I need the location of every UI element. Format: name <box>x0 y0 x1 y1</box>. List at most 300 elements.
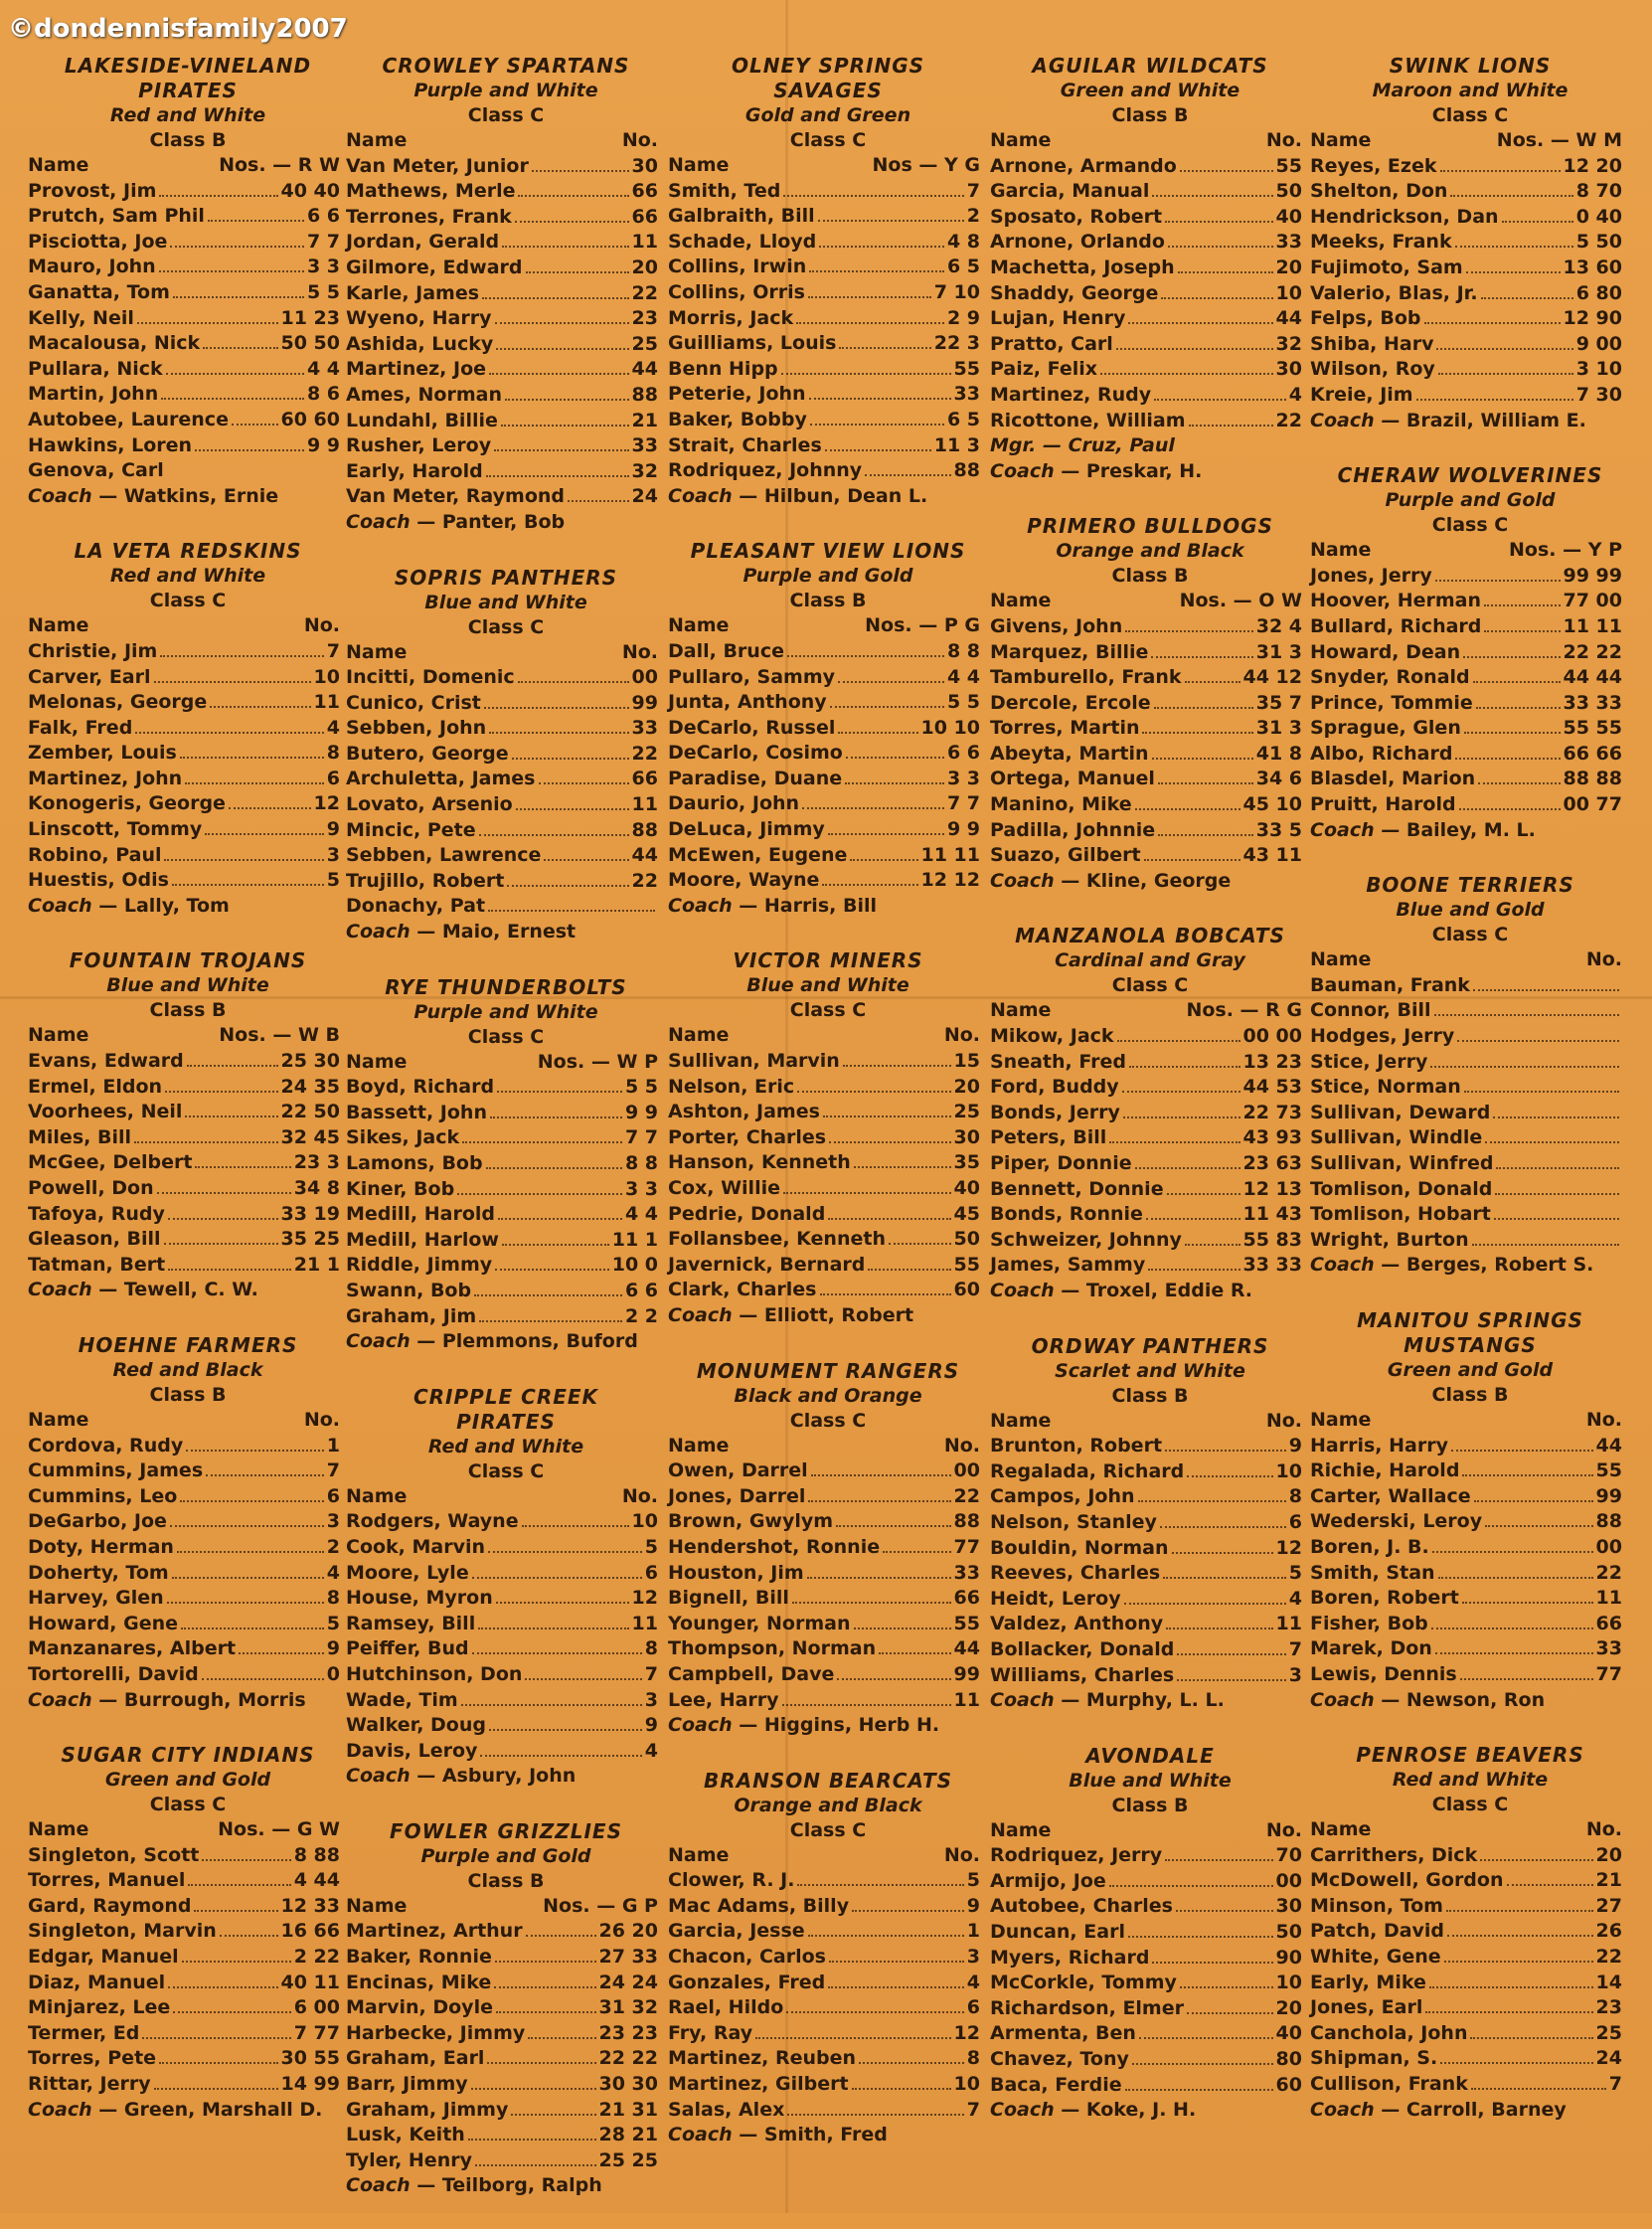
roster-header <box>990 1409 1310 1435</box>
player-row <box>28 1253 348 1279</box>
player-number: 44 <box>631 844 658 867</box>
player-number: 4 <box>1288 1587 1302 1610</box>
leader-dots <box>796 322 944 324</box>
player-row <box>28 433 348 459</box>
player-number: 33 5 <box>1255 818 1302 841</box>
player-name: Shiba, Harv <box>1310 332 1434 355</box>
player-number: 34 8 <box>293 1177 340 1199</box>
leader-dots <box>185 1115 277 1117</box>
player-number: 5 50 <box>1575 231 1622 254</box>
team-colors: Purple and Gold <box>743 565 913 588</box>
player-number: 22 <box>953 1484 980 1507</box>
leader-dots <box>879 1652 950 1654</box>
player-row <box>990 1510 1310 1536</box>
player-name: Provost, Jim <box>28 179 157 202</box>
header-name: Name <box>1310 1818 1372 1841</box>
leader-dots <box>208 220 304 222</box>
roster-header <box>1310 128 1630 154</box>
player-row <box>990 1869 1310 1895</box>
player-name: Thompson, Norman <box>668 1637 877 1660</box>
leader-dots <box>167 1602 324 1604</box>
player-row <box>28 1561 348 1587</box>
player-name: Doherty, Tom <box>28 1561 169 1584</box>
player-number: 88 88 <box>1563 768 1622 790</box>
player-row <box>1310 1202 1630 1228</box>
player-name: Ortega, Manuel <box>990 768 1155 790</box>
player-row <box>346 792 666 818</box>
leader-dots <box>186 1450 324 1452</box>
coach-line <box>28 484 348 510</box>
player-name: Abeyta, Martin <box>990 742 1149 765</box>
leader-dots <box>220 1935 278 1937</box>
player-number: 55 <box>953 1253 980 1276</box>
leader-dots <box>1165 1450 1286 1452</box>
player-name: Suazo, Gilbert <box>990 844 1141 867</box>
leader-dots <box>1187 1475 1272 1477</box>
leader-dots <box>839 347 930 349</box>
player-name: Collins, Orris <box>668 280 805 303</box>
player-name: DeGarbo, Joe <box>28 1510 167 1533</box>
player-name: Peterie, John <box>668 383 806 406</box>
header-name: Name <box>668 1434 730 1457</box>
player-row <box>668 382 988 408</box>
leader-dots <box>868 1269 950 1271</box>
coach-label: Coach <box>1310 818 1375 841</box>
player-row <box>346 154 666 180</box>
team-name: CHERAW WOLVERINES <box>1337 463 1603 488</box>
leader-dots <box>484 707 629 709</box>
player-number: 32 4 <box>1255 614 1302 637</box>
leader-dots <box>1109 1885 1273 1887</box>
player-number: 44 12 <box>1242 666 1302 689</box>
player-name: Karle, James <box>346 281 480 304</box>
player-row <box>1310 767 1630 792</box>
leader-dots <box>1158 782 1253 784</box>
player-row <box>668 433 988 459</box>
header-numbers: No. <box>303 1408 340 1431</box>
player-name: Machetta, Joseph <box>990 256 1175 278</box>
player-row <box>1310 179 1630 205</box>
coach-name: — Brazil, William E. <box>1381 409 1586 431</box>
team-name: SWINK LIONS <box>1389 54 1552 78</box>
coach-name: — Harris, Bill <box>739 894 877 917</box>
leader-dots <box>810 424 944 426</box>
leader-dots <box>1495 1193 1619 1195</box>
player-row <box>346 1304 666 1330</box>
player-number: 30 30 <box>598 2073 658 2096</box>
player-name: Garcia, Manual <box>990 180 1150 203</box>
player-row <box>668 1278 988 1303</box>
player-row <box>990 179 1310 205</box>
player-number: 6 6 <box>624 1279 658 1301</box>
team-block <box>990 1334 1310 1714</box>
header-numbers: Nos. — R G <box>1186 999 1302 1022</box>
header-numbers: No. <box>1585 948 1622 971</box>
player-row <box>990 281 1310 307</box>
team-class: Class B <box>149 129 227 151</box>
player-row <box>668 716 988 742</box>
player-number: 5 <box>326 869 340 892</box>
player-row <box>668 1484 988 1510</box>
player-number: 11 1 <box>611 1228 658 1251</box>
player-number: 66 <box>631 205 658 228</box>
player-name: Bassett, John <box>346 1101 487 1123</box>
team-block <box>28 948 348 1303</box>
coach-line <box>1310 409 1630 434</box>
player-number: 55 <box>1595 1459 1622 1482</box>
header-numbers: No. <box>1585 1818 1622 1841</box>
coach-name: — Higgins, Herb H. <box>739 1714 940 1737</box>
roster-header <box>28 1817 348 1843</box>
player-name: Kreie, Jim <box>1310 383 1413 406</box>
roster-header <box>1310 1408 1630 1434</box>
player-number: 5 <box>326 1612 340 1634</box>
coach-line <box>668 484 988 510</box>
player-row <box>28 817 348 843</box>
player-row <box>1310 383 1630 409</box>
leader-dots <box>1160 1526 1286 1528</box>
player-row <box>1310 1636 1630 1662</box>
player-row <box>668 767 988 792</box>
team-block <box>1310 873 1630 1279</box>
leader-dots <box>846 757 944 759</box>
player-row <box>990 792 1310 818</box>
leader-dots <box>154 681 311 683</box>
player-number: 77 <box>1595 1662 1622 1685</box>
player-name: Manzanares, Albert <box>28 1637 237 1660</box>
player-row <box>346 1561 666 1587</box>
player-row <box>990 205 1310 231</box>
player-row <box>1310 256 1630 281</box>
coach-label: Coach <box>28 1688 92 1711</box>
player-row <box>346 869 666 895</box>
leader-dots <box>498 1218 622 1220</box>
player-number: 12 90 <box>1563 307 1622 330</box>
player-row <box>28 1484 348 1510</box>
player-row <box>346 2072 666 2098</box>
player-row <box>28 791 348 817</box>
leader-dots <box>1429 1986 1593 1988</box>
leader-dots <box>852 1910 964 1912</box>
leader-dots <box>820 1293 951 1295</box>
roster-column <box>1310 54 1630 2152</box>
leader-dots <box>202 1859 290 1861</box>
player-row <box>668 2072 988 2098</box>
header-name: Name <box>990 1409 1052 1432</box>
player-name: Richie, Harold <box>1310 1459 1460 1482</box>
player-row <box>668 1945 988 1971</box>
player-name: Reeves, Charles <box>990 1562 1161 1585</box>
player-name: Lovato, Arsenio <box>346 793 513 816</box>
player-number: 26 <box>1595 1920 1622 1943</box>
team-block <box>346 54 666 536</box>
player-name: Barr, Jimmy <box>346 2073 468 2096</box>
player-number: 30 <box>953 1125 980 1148</box>
player-name: Houston, Jim <box>668 1561 804 1584</box>
player-number: 12 <box>631 1587 658 1610</box>
leader-dots <box>1124 1603 1286 1605</box>
leader-dots <box>1142 732 1252 734</box>
player-name: Duncan, Earl <box>990 1921 1125 1944</box>
player-row <box>1310 1151 1630 1177</box>
player-name: Armenta, Ben <box>990 2022 1136 2045</box>
player-number: 3 3 <box>306 256 340 278</box>
leader-dots <box>787 2114 963 2116</box>
player-row <box>28 1636 348 1662</box>
leader-dots <box>180 1500 323 1502</box>
player-number: 4 4 <box>946 665 980 688</box>
coach-name: — Green, Marshall D. <box>98 2098 323 2121</box>
player-number: 3 <box>966 1946 980 1969</box>
player-row <box>28 382 348 408</box>
player-name: Macalousa, Nick <box>28 332 201 355</box>
player-name: Marek, Don <box>1310 1637 1432 1660</box>
player-name: Carrithers, Dick <box>1310 1843 1478 1866</box>
leader-dots <box>808 1935 964 1937</box>
player-row <box>346 1228 666 1254</box>
player-name: Blasdel, Marion <box>1310 768 1476 790</box>
player-name: Hodges, Jerry <box>1310 1025 1455 1048</box>
player-name: Ford, Buddy <box>990 1076 1119 1099</box>
player-number: 11 <box>313 691 340 714</box>
leader-dots <box>1152 1962 1272 1964</box>
player-number: 0 40 <box>1575 205 1622 228</box>
player-number: 10 <box>1275 1972 1302 1994</box>
team-class: Class C <box>149 1794 227 1816</box>
player-number: 22 50 <box>280 1101 340 1123</box>
team-colors: Purple and Gold <box>1385 489 1556 512</box>
player-name: Rodriquez, Johnny <box>668 459 863 482</box>
player-row <box>668 1535 988 1561</box>
player-row <box>346 1535 666 1561</box>
leader-dots <box>518 195 628 197</box>
player-number: 6 5 <box>946 408 980 430</box>
coach-label: Coach <box>28 1279 92 1301</box>
coach-label: Coach <box>990 869 1055 892</box>
roster-header <box>990 589 1310 614</box>
leader-dots <box>838 681 944 683</box>
header-numbers: No. <box>621 1484 658 1507</box>
team-class: Class C <box>1431 514 1509 537</box>
player-row <box>346 767 666 792</box>
player-number: 23 3 <box>293 1151 340 1174</box>
player-row <box>990 1920 1310 1946</box>
player-name: Carver, Earl <box>28 665 151 688</box>
player-number: 22 <box>631 869 658 892</box>
player-number: 66 66 <box>1563 742 1622 765</box>
team-name: VICTOR MINERS <box>733 948 923 973</box>
player-name: Boren, Robert <box>1310 1587 1459 1610</box>
player-row <box>28 357 348 383</box>
header-numbers: No. <box>621 640 658 663</box>
leader-dots <box>1473 681 1561 683</box>
player-name: Singleton, Scott <box>28 1843 200 1866</box>
leader-dots <box>528 2037 595 2039</box>
player-number: 00 00 <box>1242 1025 1302 1048</box>
leader-dots <box>852 2088 951 2090</box>
player-row <box>668 1995 988 2021</box>
player-number: 7 <box>1288 1637 1302 1660</box>
coach-line <box>668 1713 988 1739</box>
coach-line <box>1310 1688 1630 1714</box>
leader-dots <box>854 1628 951 1629</box>
player-row <box>1310 1509 1630 1535</box>
leader-dots <box>1466 271 1561 273</box>
team-class: Class B <box>1111 104 1189 126</box>
leader-dots <box>180 757 324 759</box>
coach-name: — Asbury, John <box>416 1765 577 1788</box>
leader-dots <box>1462 1602 1593 1604</box>
coach-label: Coach <box>990 1689 1055 1712</box>
player-name: Boyd, Richard <box>346 1076 495 1099</box>
player-name: Felps, Bob <box>1310 307 1421 330</box>
player-name: Tamburello, Frank <box>990 666 1182 689</box>
player-row <box>346 1586 666 1612</box>
player-row <box>668 741 988 767</box>
player-name: Patch, David <box>1310 1920 1445 1943</box>
coach-label: Coach <box>990 459 1055 482</box>
coach-line <box>668 1303 988 1329</box>
player-number: 33 19 <box>280 1202 340 1225</box>
player-row <box>28 1945 348 1971</box>
coach-line <box>346 1764 666 1790</box>
player-row <box>1310 614 1630 640</box>
leader-dots <box>1484 604 1561 606</box>
player-row <box>346 409 666 434</box>
player-number: 00 <box>953 1459 980 1482</box>
player-name: Dercole, Ercole <box>990 691 1151 714</box>
player-row <box>28 1150 348 1176</box>
leader-dots <box>1158 834 1253 836</box>
player-row <box>1310 357 1630 383</box>
coach-label: Coach <box>668 1303 733 1326</box>
player-number: 4 <box>966 1971 980 1993</box>
team-block <box>28 54 348 509</box>
player-row <box>668 1688 988 1714</box>
player-name: Peters, Bill <box>990 1126 1107 1149</box>
player-name: Mac Adams, Billy <box>668 1894 850 1917</box>
coach-label: Coach <box>990 2099 1055 2122</box>
leader-dots <box>497 1091 622 1093</box>
player-row <box>1310 564 1630 590</box>
leader-dots <box>809 270 944 272</box>
coach-label: Coach <box>346 1330 411 1353</box>
team-block <box>346 1385 666 1790</box>
leader-dots <box>526 1935 596 1937</box>
leader-dots <box>1185 681 1240 683</box>
player-name: Collins, Irwin <box>668 256 807 278</box>
player-row <box>990 1663 1310 1689</box>
team-block <box>990 54 1310 484</box>
leader-dots <box>486 475 629 477</box>
team-colors: Green and Gold <box>104 1769 271 1792</box>
player-name: Jones, Jerry <box>1310 564 1432 587</box>
player-number: 3 <box>1288 1663 1302 1686</box>
header-numbers: No. <box>1265 1818 1302 1841</box>
player-name: Sullivan, Deward <box>1310 1101 1491 1123</box>
player-name: Myers, Richard <box>990 1946 1150 1969</box>
player-number: 22 <box>631 742 658 765</box>
header-name: Name <box>990 129 1052 151</box>
manager-line: Mgr. — Cruz, Paul <box>990 434 1175 457</box>
player-name: DeLuca, Jimmy <box>668 818 825 841</box>
player-row <box>346 1253 666 1279</box>
leader-dots <box>486 1167 622 1169</box>
leader-dots <box>1161 297 1272 299</box>
player-number: 90 <box>1275 1946 1302 1969</box>
player-name: Heidt, Leroy <box>990 1587 1121 1610</box>
player-number: 12 12 <box>920 869 980 892</box>
leader-dots <box>811 1474 951 1476</box>
player-row <box>346 1202 666 1228</box>
player-name: Guilliams, Louis <box>668 332 837 355</box>
player-row <box>28 1100 348 1125</box>
leader-dots <box>1494 1218 1619 1220</box>
player-name: Cullison, Frank <box>1310 2073 1468 2096</box>
team-colors: Blue and White <box>424 591 587 613</box>
player-name: Younger, Norman <box>668 1612 851 1634</box>
roster-header <box>28 153 348 179</box>
player-name: Sullivan, Marvin <box>668 1050 840 1073</box>
leader-dots <box>830 706 944 708</box>
leader-dots <box>1125 630 1252 632</box>
header-numbers: Nos. — W M <box>1496 129 1622 151</box>
roster-header <box>346 1050 666 1076</box>
player-row <box>346 484 666 510</box>
player-number: 3 <box>644 1688 658 1711</box>
roster-header <box>346 1484 666 1510</box>
leader-dots <box>457 1193 622 1195</box>
player-name: Pedrie, Donald <box>668 1202 826 1225</box>
player-number: 24 <box>631 485 658 508</box>
team-colors: Purple and Gold <box>420 1844 591 1867</box>
player-number: 5 5 <box>624 1076 658 1099</box>
player-number: 11 <box>953 1688 980 1711</box>
player-row <box>990 767 1310 792</box>
leader-dots <box>496 2011 596 2013</box>
team-class: Class C <box>467 104 545 126</box>
player-row <box>28 255 348 280</box>
player-number: 60 60 <box>280 408 340 430</box>
team-name: AGUILAR WILDCATS <box>1032 54 1268 78</box>
leader-dots <box>173 2011 290 2013</box>
player-name: Stice, Norman <box>1310 1076 1461 1099</box>
player-row <box>668 1868 988 1894</box>
player-number: 44 44 <box>1563 666 1622 689</box>
player-name: Givens, John <box>990 614 1123 637</box>
team-block <box>28 1333 348 1713</box>
player-row <box>1310 998 1630 1024</box>
player-number: 20 <box>631 256 658 278</box>
coach-line <box>990 1688 1310 1714</box>
player-number: 16 66 <box>280 1920 340 1943</box>
player-name: Williams, Charles <box>990 1663 1175 1686</box>
leader-dots <box>1148 1269 1239 1271</box>
player-name: Davis, Leroy <box>346 1739 478 1762</box>
team-colors: Red and White <box>427 1435 584 1457</box>
roster-header <box>28 613 348 639</box>
coach-line <box>668 894 988 920</box>
leader-dots <box>137 322 278 324</box>
team-class: Class B <box>1111 1794 1189 1816</box>
leader-dots <box>134 1141 278 1143</box>
player-row <box>668 2098 988 2124</box>
player-name: Hendrickson, Dan <box>1310 205 1499 228</box>
team-block <box>28 1743 348 2123</box>
player-name: Cordova, Rudy <box>28 1434 184 1457</box>
player-name: Schade, Lloyd <box>668 230 817 253</box>
player-row <box>28 1894 348 1920</box>
